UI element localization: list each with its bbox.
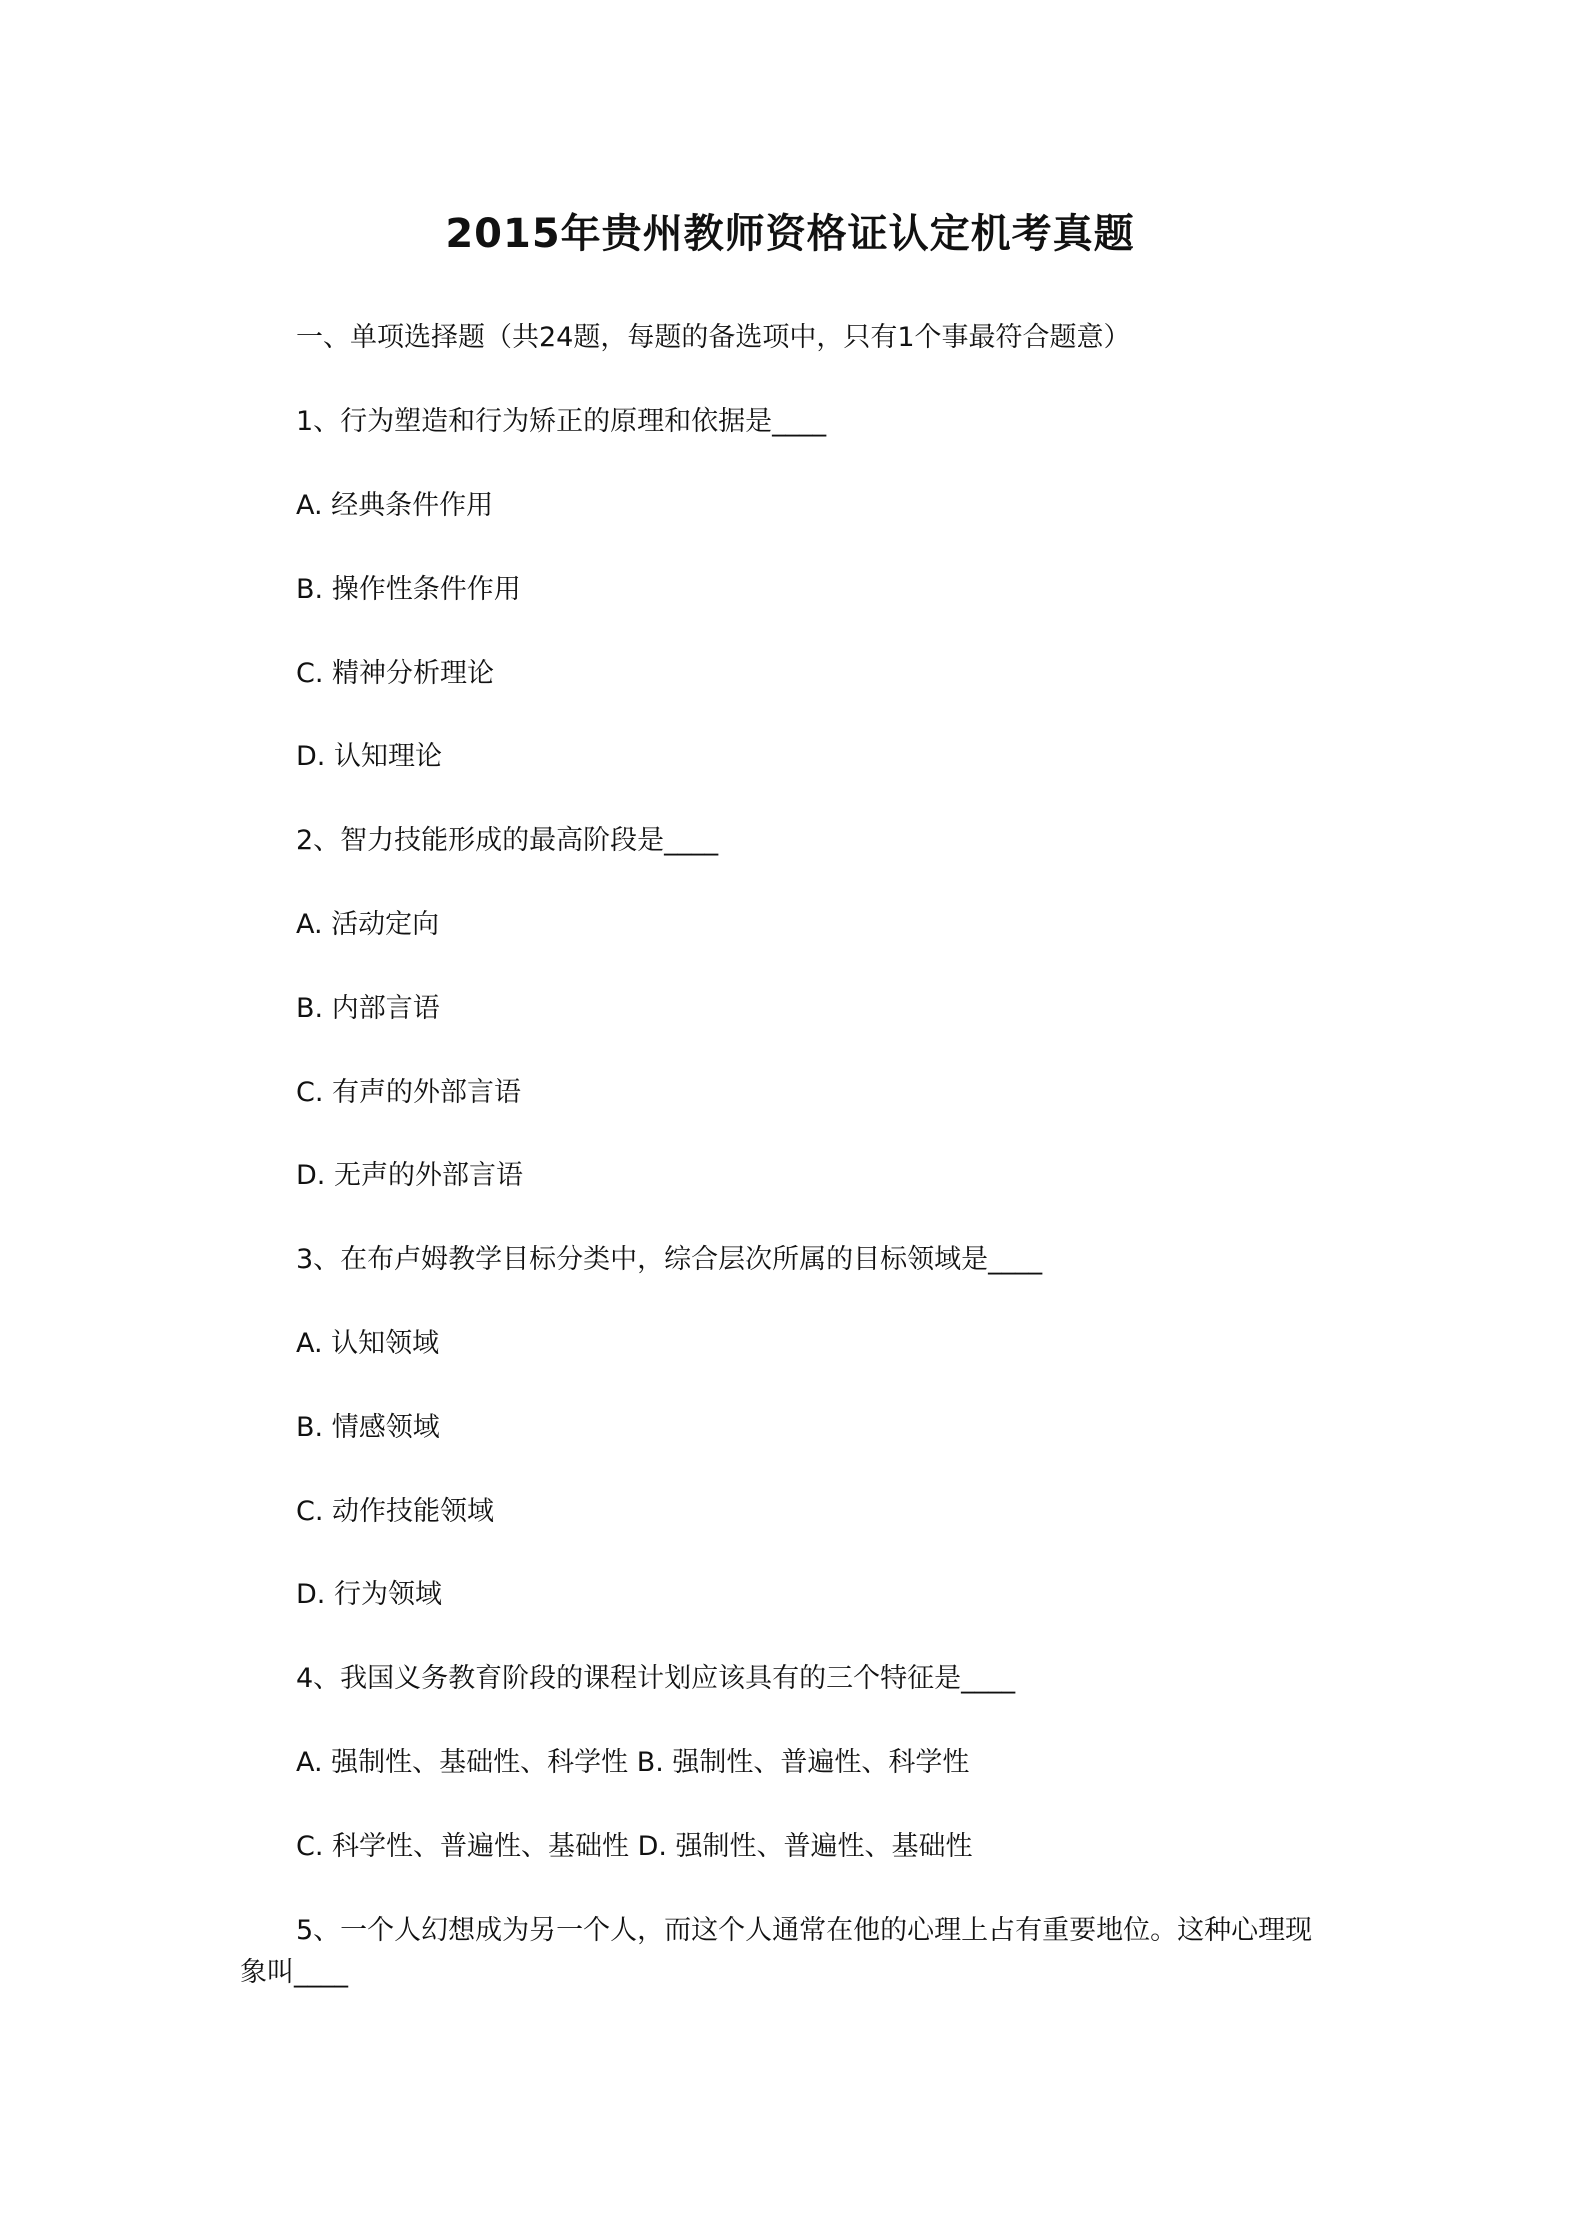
section-heading: 一、单项选择题（共24题，每题的备选项中，只有1个事最符合题意）: [296, 322, 1131, 353]
question-option: C. 动作技能领域: [296, 1496, 495, 1527]
question-option: D. 行为领域: [296, 1579, 442, 1610]
question-option: B. 内部言语: [296, 993, 440, 1024]
question-stem: 2、智力技能形成的最高阶段是____: [296, 825, 719, 856]
question-stem-line: 5、一个人幻想成为另一个人，而这个人通常在他的心理上占有重要地位。这种心理现: [296, 1915, 1313, 1946]
question-stem-line: 象叫____: [240, 1957, 348, 1988]
question-option: C. 有声的外部言语: [296, 1077, 522, 1108]
question-option: A. 活动定向: [296, 909, 440, 940]
question-stem: 4、我国义务教育阶段的课程计划应该具有的三个特征是____: [296, 1663, 1016, 1694]
question-option: C. 精神分析理论: [296, 658, 495, 689]
question-option: C. 科学性、普遍性、基础性 D. 强制性、普遍性、基础性: [296, 1831, 973, 1862]
document-title: 2015年贵州教师资格证认定机考真题: [445, 211, 1135, 257]
question-option: A. 强制性、基础性、科学性 B. 强制性、普遍性、科学性: [296, 1747, 970, 1778]
question-option: D. 无声的外部言语: [296, 1160, 523, 1191]
question-option: A. 经典条件作用: [296, 490, 494, 521]
question-option: D. 认知理论: [296, 741, 442, 772]
question-stem: 3、在布卢姆教学目标分类中，综合层次所属的目标领域是____: [296, 1244, 1043, 1275]
question-stem-wrapped: [240, 1911, 1360, 1993]
question-option: B. 情感领域: [296, 1412, 440, 1443]
question-option: A. 认知领域: [296, 1328, 440, 1359]
question-stem: 1、行为塑造和行为矫正的原理和依据是____: [296, 406, 827, 437]
question-option: B. 操作性条件作用: [296, 574, 521, 605]
